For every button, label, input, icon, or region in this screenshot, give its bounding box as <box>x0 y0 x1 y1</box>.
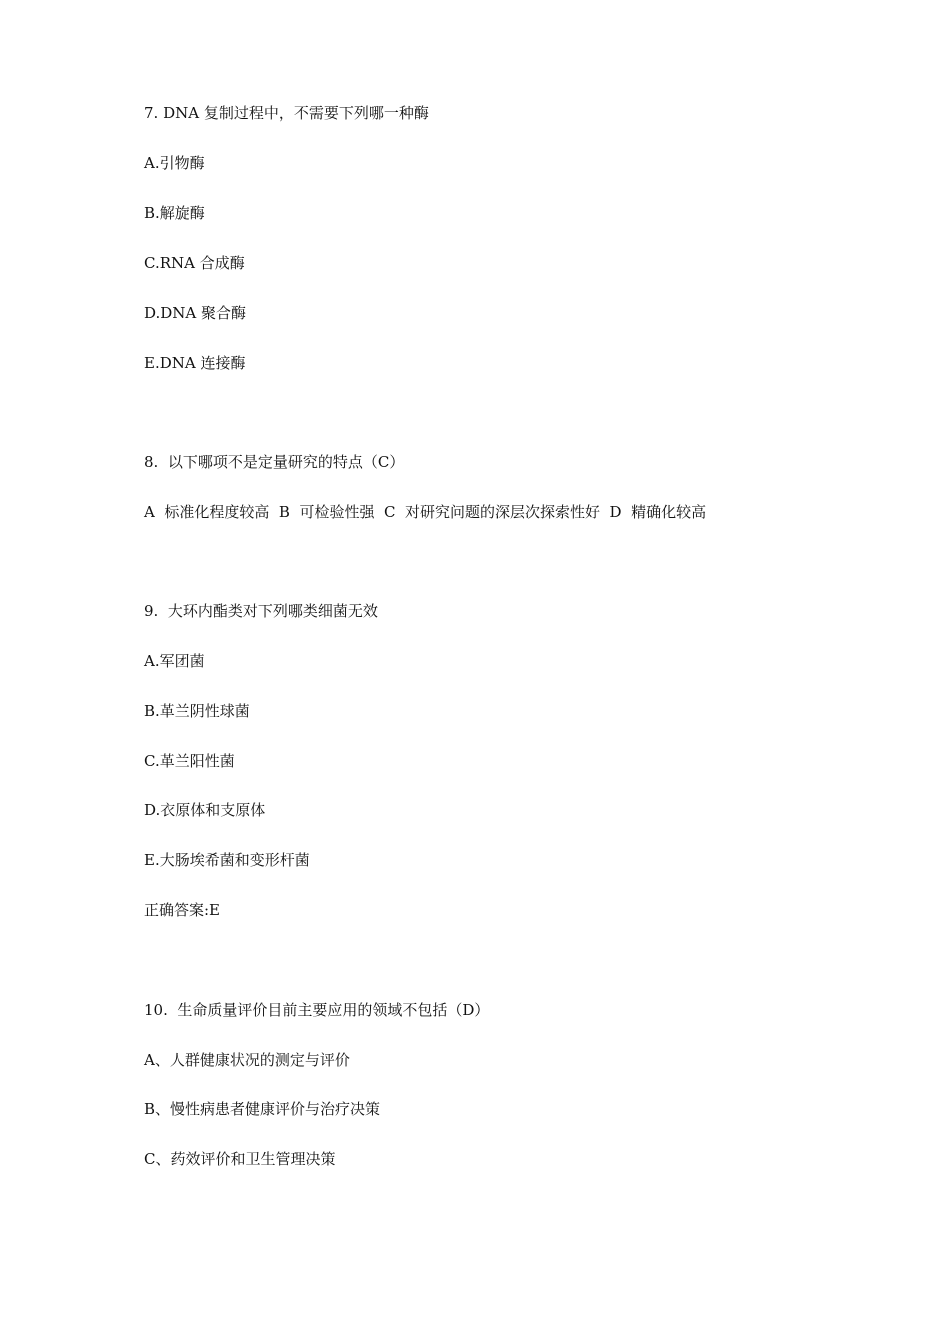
question-9-option-b: B.革兰阴性球菌 <box>144 702 250 720</box>
question-10-option-c: C、药效评价和卫生管理决策 <box>144 1150 336 1168</box>
question-7-option-c: C.RNA 合成酶 <box>144 254 245 272</box>
question-9-option-c: C.革兰阳性菌 <box>144 752 235 770</box>
question-10-stem: 10. 生命质量评价目前主要应用的领域不包括（D） <box>144 1001 490 1019</box>
question-7-stem: 7. DNA 复制过程中，不需要下列哪一种酶 <box>144 104 429 122</box>
question-10-option-b: B、慢性病患者健康评价与治疗决策 <box>144 1100 381 1118</box>
question-9-option-d: D.衣原体和支原体 <box>144 801 266 819</box>
question-9-answer: 正确答案:E <box>144 901 221 919</box>
question-7-option-e: E.DNA 连接酶 <box>144 354 246 372</box>
question-7-option-a: A.引物酶 <box>144 154 205 172</box>
question-8-options: A 标准化程度较高 B 可检验性强 C 对研究问题的深层次探索性好 D 精确化较高 <box>144 503 707 521</box>
question-7-option-d: D.DNA 聚合酶 <box>144 304 247 322</box>
question-9-stem: 9. 大环内酯类对下列哪类细菌无效 <box>144 602 378 620</box>
question-10-option-a: A、人群健康状况的测定与评价 <box>144 1051 350 1069</box>
question-9-option-e: E.大肠埃希菌和变形杆菌 <box>144 851 310 869</box>
question-7-option-b: B.解旋酶 <box>144 204 205 222</box>
question-9-option-a: A.军团菌 <box>144 652 205 670</box>
question-8-stem: 8. 以下哪项不是定量研究的特点（C） <box>144 453 405 471</box>
